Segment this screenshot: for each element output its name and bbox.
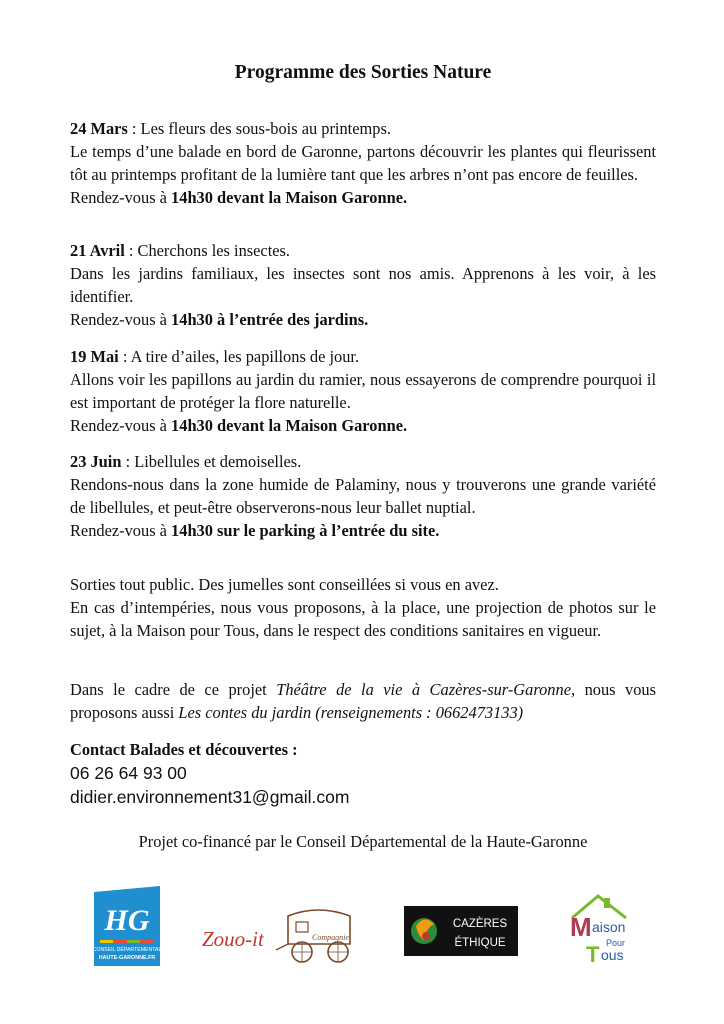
maison-aison: aison (592, 919, 626, 935)
haute-garonne-logo-mark (94, 886, 160, 966)
meeting-prefix: Rendez-vous à (70, 416, 172, 435)
maison-pour-tous-logo (568, 890, 648, 966)
project-title: Théâtre de la vie à Cazères-sur-Garonne (276, 680, 571, 699)
maison-pour-tous-mark (568, 890, 648, 966)
event-block (70, 345, 656, 437)
cazeres-ethique-logo (404, 906, 518, 956)
event-block (70, 450, 656, 542)
event-block (70, 239, 656, 331)
info-public: Sorties tout public. Des jumelles sont conseillées si vous en avez. (70, 575, 499, 594)
caravan-logo (200, 900, 358, 970)
event-meeting (70, 308, 656, 331)
hg-line1: CONSEIL DÉPARTEMENTAL (94, 947, 160, 953)
cazeres-ethique-mark (404, 906, 518, 956)
hg-line2: HAUTE-GARONNE.FR (98, 955, 156, 961)
cazeres-line1: CAZÈRES (452, 918, 508, 930)
info-weather: En cas d’intempéries, nous vous proposons, à la place, une projection de photos sur le sujet, à la Maison pour Tous, dans le respect des conditions sanitaires en vigueur. (70, 598, 656, 640)
event-topic: : Les fleurs des sous-bois au printemps. (127, 119, 391, 138)
event-topic: : A tire d’ailes, les papillons de jour. (118, 347, 360, 366)
contact-block (70, 738, 656, 809)
event-date: 23 Juin (70, 452, 122, 471)
meeting-prefix: Rendez-vous à (70, 188, 172, 207)
meeting-prefix: Rendez-vous à (70, 521, 172, 540)
event-date: 21 Avril (70, 241, 125, 260)
event-heading (70, 345, 656, 368)
zouoit-compagnie-logo (200, 900, 358, 970)
cofinance-note: Projet co-financé par le Conseil Départemental de la Haute-Garonne (138, 832, 588, 851)
project-block (70, 678, 656, 724)
project-text (70, 678, 656, 724)
meeting-prefix: Rendez-vous à (70, 310, 172, 329)
maison-t: T (586, 942, 600, 966)
event-meeting (70, 519, 656, 542)
haute-garonne-logo (94, 886, 160, 966)
zouoit-sub: Compagnie (312, 933, 349, 942)
project-prefix: Dans le cadre de ce projet (70, 680, 277, 699)
event-description: Le temps d’une balade en bord de Garonne, partons découvrir les plantes qui fleurissent tôt au printemps profitant de la lumière tant que les arbres n’ont pas encore de feuilles. (70, 142, 656, 184)
zouoit-text: Zouo-it (202, 927, 264, 951)
event-block (70, 117, 656, 209)
info-block (70, 573, 656, 642)
page-title: Programme des Sorties Nature (234, 62, 492, 83)
maison-pour: Pour (606, 938, 626, 948)
event-heading (70, 450, 656, 473)
event-heading (70, 239, 656, 262)
event-meeting (70, 414, 656, 437)
event-date: 19 Mai (70, 347, 119, 366)
contact-phone: 06 26 64 93 00 (70, 763, 187, 783)
hg-mark: HG (104, 904, 150, 937)
meeting-place: 14h30 sur le parking à l’entrée du site. (171, 521, 440, 540)
event-meeting (70, 186, 656, 209)
event-topic: : Cherchons les insectes. (124, 241, 291, 260)
event-description: Allons voir les papillons au jardin du ramier, nous essayerons de comprendre pourquoi il est important de protéger la flore naturelle. (70, 370, 656, 412)
maison-m: M (570, 912, 592, 942)
event-description: Rendons-nous dans la zone humide de Palaminy, nous y trouverons une grande variété de libellules, et peut-être observerons-nous leur ballet nuptial. (70, 475, 656, 517)
event-heading (70, 117, 656, 140)
event-topic: : Libellules et demoiselles. (121, 452, 302, 471)
contact-email: didier.environnement31@gmail.com (70, 787, 350, 807)
contact-heading: Contact Balades et découvertes : (70, 740, 298, 759)
meeting-place: 14h30 devant la Maison Garonne. (171, 416, 408, 435)
cazeres-line2: ÉTHIQUE (454, 937, 506, 949)
meeting-place: 14h30 devant la Maison Garonne. (171, 188, 408, 207)
project-tales: Les contes du jardin (renseignements : 0662473133) (178, 703, 524, 722)
project-middle: , nous vous proposons aussi (70, 680, 656, 722)
maison-ous: ous (601, 947, 624, 963)
event-date: 24 Mars (70, 119, 128, 138)
event-description: Dans les jardins familiaux, les insectes sont nos amis. Apprenons à les voir, à les identifier. (70, 264, 656, 306)
meeting-place: 14h30 à l’entrée des jardins. (171, 310, 369, 329)
